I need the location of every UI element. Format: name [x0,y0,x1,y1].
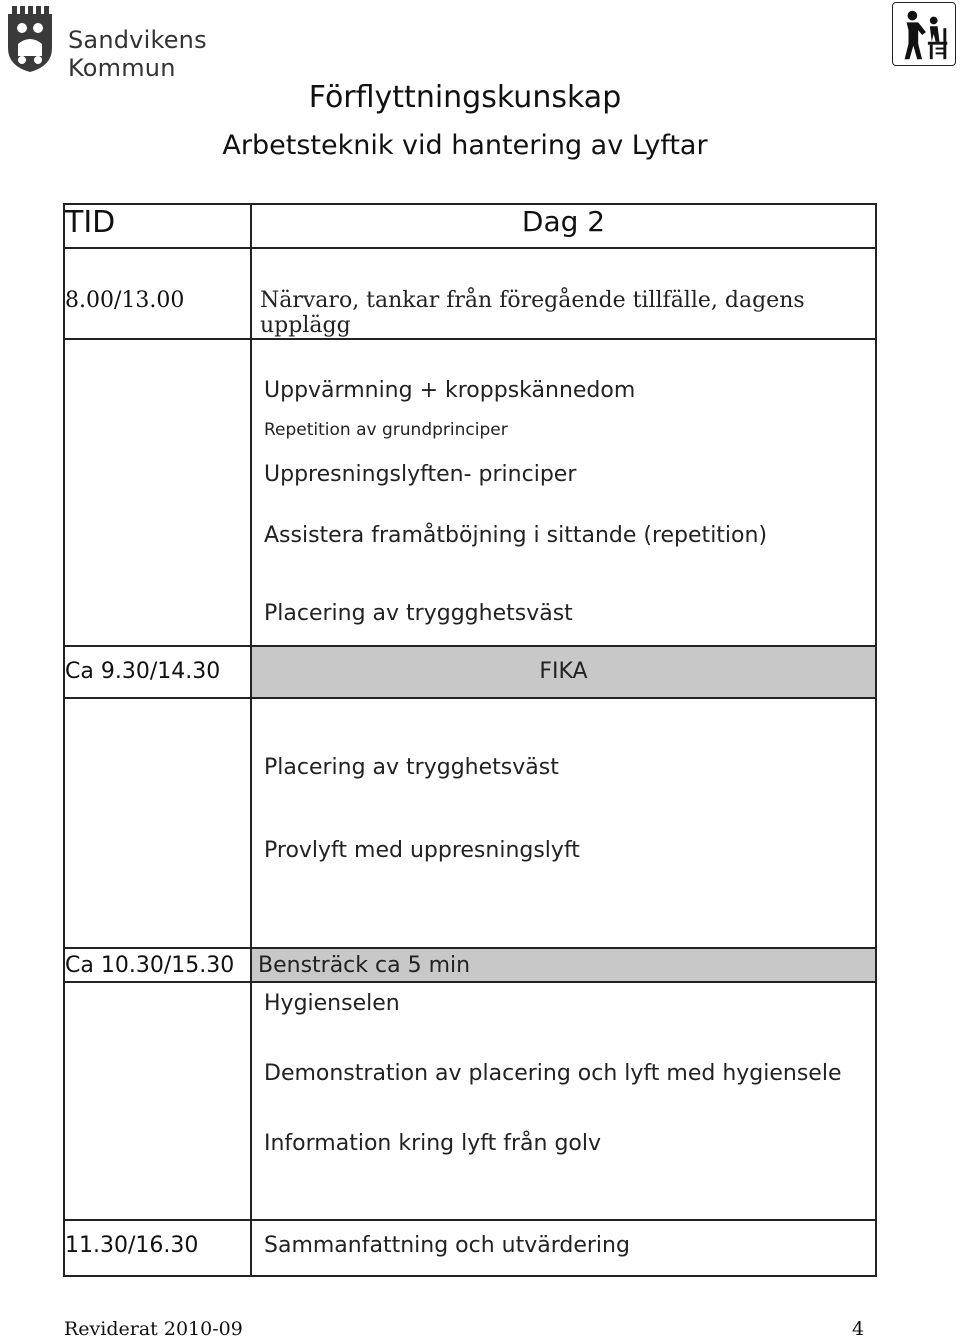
page-number: 4 [852,1318,865,1340]
break-label: FIKA [251,646,876,698]
column-header-time: TID [64,204,251,248]
time-cell: Ca 10.30/15.30 [64,948,251,982]
schedule-table [63,203,877,1277]
list-item: Provlyft med uppresningslyft [264,838,580,863]
org-name: Sandvikens Kommun [68,26,207,82]
table-row [64,646,876,698]
org-logo [6,4,306,82]
activity-list [251,339,876,646]
list-item: Uppresningslyften- principer [264,462,577,487]
table-header-row [64,204,876,248]
time-cell-empty [64,339,251,646]
time-cell-empty [64,698,251,948]
column-header-day: Dag 2 [251,204,876,248]
table-row [64,948,876,982]
table-row [64,982,876,1220]
activity-list [251,982,876,1220]
page-title: Förflyttningskunskap [308,80,622,115]
activity-lead: Sammanfattning och utvärdering [251,1220,876,1276]
table-row [64,1220,876,1276]
page-subtitle: Arbetsteknik vid hantering av Lyftar [222,130,708,161]
list-item: Demonstration av placering och lyft med hygiensele [264,1061,842,1086]
list-item: Hygienselen [264,991,400,1016]
time-cell: Ca 9.30/14.30 [64,646,251,698]
revision-note: Reviderat 2010-09 [64,1318,243,1340]
list-item: Placering av trygghetsväst [264,755,559,780]
time-cell: 11.30/16.30 [64,1220,251,1276]
table-spacer-cell [64,248,251,276]
table-spacer-cell [251,248,876,276]
time-cell-empty [64,982,251,1220]
table-row [64,339,876,646]
list-item: Uppvärmning + kroppskännedom [264,378,636,403]
table-row [64,698,876,948]
list-item: Assistera framåtböjning i sittande (repetition) [264,523,768,548]
caregiver-lift-pictogram-icon [892,2,956,66]
table-spacer-row [64,248,876,276]
table-row [64,276,876,339]
activity-list [251,698,876,948]
activity-lead: Bensträck ca 5 min [251,948,876,982]
list-item: Placering av tryggghetsväst [264,601,573,626]
list-item: Information kring lyft från golv [264,1131,602,1156]
list-item: Repetition av grundprinciper [264,420,508,440]
municipal-crest-icon [6,4,54,74]
time-cell: 8.00/13.00 [64,276,251,339]
activity-lead: Närvaro, tankar från föregående tillfälle, dagens upplägg [251,276,876,339]
